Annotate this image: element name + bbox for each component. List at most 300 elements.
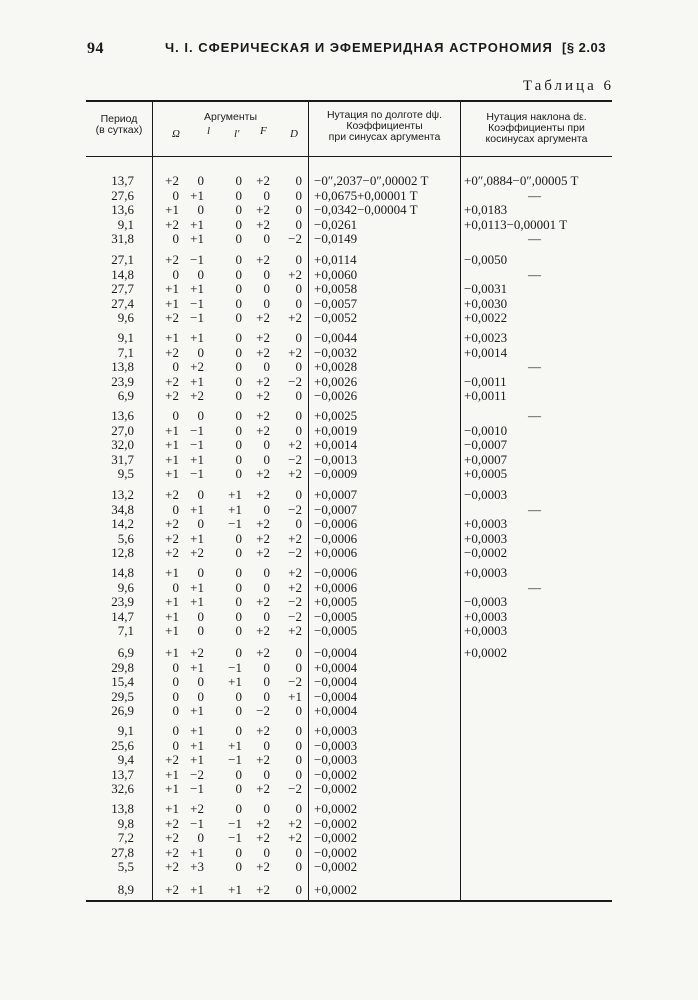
row-group bbox=[86, 253, 612, 326]
period-cell: 13,2 bbox=[111, 487, 134, 502]
nutation-longitude-header bbox=[309, 110, 460, 143]
argument-cell: 0 bbox=[263, 608, 270, 624]
table-row bbox=[86, 532, 612, 547]
nutation-longitude-cell: −0,0006 bbox=[314, 530, 358, 546]
argument-cell: 0 bbox=[235, 231, 242, 246]
argument-cell: 0 bbox=[235, 281, 242, 296]
table-row bbox=[86, 846, 612, 861]
argument-cell: −2 bbox=[288, 608, 302, 624]
argument-cell: 0 bbox=[295, 487, 302, 502]
argument-cell: +2 bbox=[288, 344, 302, 360]
argument-cell: 0 bbox=[295, 295, 302, 311]
period-cell: 27,4 bbox=[111, 295, 134, 311]
period-cell: 25,6 bbox=[111, 737, 134, 753]
argument-cell: +2 bbox=[288, 266, 302, 282]
argument-cell: +2 bbox=[165, 859, 179, 874]
nutation-obliquity-cell: +0,0014 bbox=[464, 344, 508, 360]
section-reference: [§ 2.03 bbox=[562, 40, 606, 55]
argument-cell: 0 bbox=[295, 703, 302, 718]
nutation-longitude-cell: −0,0007 bbox=[314, 501, 358, 517]
period-cell: 32,0 bbox=[111, 437, 134, 452]
period-cell: 12,8 bbox=[111, 545, 134, 560]
argument-cell: 0 bbox=[172, 408, 179, 423]
period-cell: 31,7 bbox=[111, 451, 134, 467]
argument-cell: 0 bbox=[263, 231, 270, 246]
argument-cell: +2 bbox=[256, 752, 270, 767]
argument-cell: 0 bbox=[263, 766, 270, 782]
argument-cell: +2 bbox=[256, 422, 270, 438]
argument-cell: +1 bbox=[190, 330, 204, 345]
argument-cell: +1 bbox=[190, 216, 204, 232]
period-header-line: (в сутках) bbox=[95, 124, 143, 136]
argument-cell: 0 bbox=[295, 723, 302, 738]
table-row bbox=[86, 802, 612, 817]
period-cell: 14,8 bbox=[111, 266, 134, 282]
argument-cell: 0 bbox=[235, 344, 242, 360]
argument-cell: +2 bbox=[256, 723, 270, 738]
period-cell: 32,6 bbox=[111, 781, 134, 796]
argument-cell: 0 bbox=[197, 344, 204, 360]
argument-cell: 0 bbox=[235, 437, 242, 452]
argument-cell: 0 bbox=[235, 565, 242, 580]
table-row bbox=[86, 646, 612, 661]
argument-cell: +2 bbox=[165, 545, 179, 560]
argument-cell: 0 bbox=[263, 801, 270, 816]
table-row bbox=[86, 467, 612, 482]
argument-cell: −2 bbox=[288, 674, 302, 689]
argument-cell: +2 bbox=[190, 645, 204, 660]
argument-cell: 0 bbox=[235, 202, 242, 217]
period-cell: 9,4 bbox=[117, 752, 134, 767]
argument-cell: +2 bbox=[256, 530, 270, 546]
argument-cell: −1 bbox=[228, 830, 242, 845]
nutation-longitude-cell: −0,0026 bbox=[314, 388, 358, 403]
argument-cell: +2 bbox=[256, 645, 270, 660]
argument-cell: 0 bbox=[235, 781, 242, 796]
argument-cell: +1 bbox=[228, 487, 242, 502]
argument-cell: +1 bbox=[165, 781, 179, 796]
period-cell: 13,8 bbox=[111, 801, 134, 816]
table-row bbox=[86, 189, 612, 204]
argument-cell: 0 bbox=[197, 830, 204, 845]
argument-cell: 0 bbox=[235, 844, 242, 860]
argument-cell: 0 bbox=[295, 173, 302, 188]
page-number: 94 bbox=[87, 40, 104, 57]
arg-symbol-l-prime: l' bbox=[234, 128, 240, 140]
argument-cell: 0 bbox=[235, 187, 242, 203]
argument-cell: +2 bbox=[165, 815, 179, 831]
nutation-obliquity-cell: +0″,0884−0″,00005 T bbox=[464, 173, 579, 188]
argument-cell: 0 bbox=[172, 674, 179, 689]
period-cell: 23,9 bbox=[111, 594, 134, 609]
argument-cell: −1 bbox=[190, 437, 204, 452]
argument-cell: 0 bbox=[235, 608, 242, 624]
period-cell: 13,7 bbox=[111, 766, 134, 782]
argument-cell: +1 bbox=[165, 202, 179, 217]
argument-cell: 0 bbox=[295, 281, 302, 296]
argument-cell: +1 bbox=[190, 723, 204, 738]
argument-cell: +2 bbox=[256, 173, 270, 188]
row-group bbox=[86, 724, 612, 797]
argument-cell: +1 bbox=[228, 737, 242, 753]
argument-cell: 0 bbox=[235, 623, 242, 638]
argument-cell: −2 bbox=[288, 594, 302, 609]
period-cell: 14,7 bbox=[111, 608, 134, 624]
argument-cell: +1 bbox=[190, 231, 204, 246]
nutation-longitude-cell: −0,0342−0,00004 T bbox=[314, 202, 418, 217]
period-cell: 14,8 bbox=[111, 565, 134, 580]
argument-cell: −1 bbox=[190, 815, 204, 831]
argument-cell: +1 bbox=[165, 330, 179, 345]
argument-cell: −1 bbox=[228, 516, 242, 531]
nutation-longitude-cell: +0,0004 bbox=[314, 659, 358, 675]
period-cell: 6,9 bbox=[117, 388, 134, 403]
nutation-obliquity-cell: −0,0010 bbox=[464, 422, 508, 438]
period-cell: 27,7 bbox=[111, 281, 134, 296]
argument-cell: +1 bbox=[165, 801, 179, 816]
table-row bbox=[86, 232, 612, 247]
nutation-longitude-cell: +0,0006 bbox=[314, 545, 358, 560]
argument-cell: +1 bbox=[190, 844, 204, 860]
row-group bbox=[86, 566, 612, 639]
argument-cell: 0 bbox=[235, 801, 242, 816]
argument-cell: 0 bbox=[172, 659, 179, 675]
nutation-longitude-cell: −0,0052 bbox=[314, 310, 358, 325]
argument-cell: −2 bbox=[288, 231, 302, 246]
argument-cell: 0 bbox=[235, 466, 242, 481]
nutation-longitude-cell: −0,0006 bbox=[314, 516, 358, 531]
argument-cell: +2 bbox=[256, 859, 270, 874]
nutation-obliquity-cell: −0,0003 bbox=[464, 594, 508, 609]
nutation-longitude-cell: +0,0026 bbox=[314, 373, 358, 389]
argument-cell: +2 bbox=[256, 310, 270, 325]
nutation-longitude-cell: −0,0149 bbox=[314, 231, 358, 246]
nutation-obliquity-cell: +0,0003 bbox=[464, 516, 508, 531]
table-row bbox=[86, 517, 612, 532]
argument-cell: +2 bbox=[165, 252, 179, 267]
period-cell: 7,1 bbox=[117, 623, 134, 638]
argument-cell: +1 bbox=[288, 688, 302, 704]
period-cell: 29,5 bbox=[111, 688, 134, 704]
argument-cell: 0 bbox=[197, 623, 204, 638]
argument-cell: 0 bbox=[295, 388, 302, 403]
arguments-header: Аргументы bbox=[203, 111, 258, 123]
nutation-longitude-cell: −0,0004 bbox=[314, 645, 358, 660]
nutation-obliquity-cell: — bbox=[528, 231, 541, 246]
nutation-obliquity-header-line: Коэффициенты при bbox=[488, 122, 585, 134]
table-row bbox=[86, 831, 612, 846]
nutation-obliquity-cell: −0,0011 bbox=[464, 373, 507, 389]
argument-cell: +1 bbox=[165, 466, 179, 481]
table-row bbox=[86, 346, 612, 361]
nutation-longitude-cell: +0,0004 bbox=[314, 703, 358, 718]
argument-cell: 0 bbox=[235, 703, 242, 718]
table-row bbox=[86, 860, 612, 875]
argument-cell: +1 bbox=[190, 703, 204, 718]
argument-cell: −2 bbox=[288, 501, 302, 517]
period-cell: 13,7 bbox=[111, 173, 134, 188]
nutation-obliquity-cell: +0,0183 bbox=[464, 202, 508, 217]
header-bottom-rule bbox=[86, 156, 612, 157]
argument-cell: +2 bbox=[288, 830, 302, 845]
nutation-obliquity-cell: — bbox=[528, 501, 541, 517]
argument-cell: +1 bbox=[165, 437, 179, 452]
argument-cell: 0 bbox=[295, 252, 302, 267]
period-cell: 13,6 bbox=[111, 408, 134, 423]
argument-cell: +2 bbox=[256, 408, 270, 423]
period-header-line: Период bbox=[100, 113, 138, 125]
argument-cell: +1 bbox=[165, 766, 179, 782]
nutation-obliquity-cell: −0,0007 bbox=[464, 437, 508, 452]
argument-cell: −2 bbox=[288, 781, 302, 796]
argument-cell: +2 bbox=[190, 801, 204, 816]
argument-cell: 0 bbox=[197, 608, 204, 624]
nutation-obliquity-cell: — bbox=[528, 187, 541, 203]
nutation-longitude-cell: −0,0004 bbox=[314, 688, 358, 704]
argument-cell: 0 bbox=[197, 408, 204, 423]
argument-cell: −1 bbox=[228, 659, 242, 675]
argument-cell: 0 bbox=[263, 501, 270, 517]
period-cell: 7,1 bbox=[117, 344, 134, 360]
argument-cell: +2 bbox=[256, 252, 270, 267]
argument-cell: 0 bbox=[172, 703, 179, 718]
table-row bbox=[86, 610, 612, 625]
argument-cell: +1 bbox=[190, 882, 204, 897]
argument-cell: 0 bbox=[235, 359, 242, 374]
nutation-longitude-cell: +0,0058 bbox=[314, 281, 358, 296]
argument-cell: −1 bbox=[228, 815, 242, 831]
period-cell: 9,6 bbox=[117, 579, 134, 595]
nutation-longitude-cell: −0,0002 bbox=[314, 781, 358, 796]
argument-cell: 0 bbox=[235, 451, 242, 467]
table-label: Таблица 6 bbox=[522, 78, 614, 94]
table-row bbox=[86, 546, 612, 561]
argument-cell: 0 bbox=[295, 422, 302, 438]
argument-cell: 0 bbox=[172, 688, 179, 704]
argument-cell: 0 bbox=[197, 266, 204, 282]
argument-cell: 0 bbox=[235, 373, 242, 389]
table-row bbox=[86, 389, 612, 404]
period-cell: 15,4 bbox=[111, 674, 134, 689]
period-cell: 29,8 bbox=[111, 659, 134, 675]
argument-cell: 0 bbox=[295, 359, 302, 374]
argument-cell: +2 bbox=[256, 781, 270, 796]
argument-cell: +2 bbox=[165, 882, 179, 897]
argument-cell: −2 bbox=[256, 703, 270, 718]
argument-cell: 0 bbox=[263, 451, 270, 467]
table-row bbox=[86, 268, 612, 283]
argument-cell: +1 bbox=[228, 882, 242, 897]
running-title: Ч. I. СФЕРИЧЕСКАЯ И ЭФЕМЕРИДНАЯ АСТРОНОМИЯ bbox=[165, 40, 553, 55]
period-cell: 27,1 bbox=[111, 252, 134, 267]
nutation-longitude-cell: +0,0028 bbox=[314, 359, 358, 374]
argument-cell: +2 bbox=[165, 830, 179, 845]
nutation-longitude-header-line: при синусах аргумента bbox=[328, 131, 441, 143]
period-cell: 5,6 bbox=[117, 530, 134, 546]
argument-cell: +2 bbox=[288, 579, 302, 595]
argument-cell: +1 bbox=[190, 281, 204, 296]
nutation-longitude-cell: −0,0002 bbox=[314, 766, 358, 782]
argument-cell: +2 bbox=[256, 487, 270, 502]
argument-cell: +2 bbox=[165, 752, 179, 767]
period-cell: 9,1 bbox=[117, 216, 134, 232]
table-row bbox=[86, 453, 612, 468]
argument-cell: 0 bbox=[235, 422, 242, 438]
argument-cell: −1 bbox=[190, 252, 204, 267]
period-cell: 26,9 bbox=[111, 703, 134, 718]
period-cell: 27,8 bbox=[111, 844, 134, 860]
row-group bbox=[86, 409, 612, 482]
argument-cell: +2 bbox=[288, 466, 302, 481]
argument-cell: +2 bbox=[190, 359, 204, 374]
argument-cell: 0 bbox=[197, 516, 204, 531]
period-cell: 9,1 bbox=[117, 723, 134, 738]
argument-cell: 0 bbox=[235, 645, 242, 660]
argument-cell: 0 bbox=[172, 737, 179, 753]
argument-cell: 0 bbox=[235, 723, 242, 738]
argument-cell: 0 bbox=[295, 202, 302, 217]
nutation-obliquity-cell: −0,0050 bbox=[464, 252, 508, 267]
nutation-obliquity-cell: +0,0023 bbox=[464, 330, 508, 345]
argument-cell: 0 bbox=[172, 579, 179, 595]
argument-cell: 0 bbox=[172, 501, 179, 517]
argument-cell: −1 bbox=[190, 310, 204, 325]
nutation-longitude-cell: +0,0025 bbox=[314, 408, 358, 423]
argument-cell: +2 bbox=[288, 310, 302, 325]
table-row bbox=[86, 297, 612, 312]
argument-cell: 0 bbox=[295, 859, 302, 874]
table-row bbox=[86, 253, 612, 268]
period-cell: 9,5 bbox=[117, 466, 134, 481]
argument-cell: +2 bbox=[288, 565, 302, 580]
nutation-obliquity-cell: +0,0003 bbox=[464, 565, 508, 580]
argument-cell: +3 bbox=[190, 859, 204, 874]
argument-cell: 0 bbox=[172, 231, 179, 246]
argument-cell: +2 bbox=[190, 545, 204, 560]
argument-cell: 0 bbox=[235, 545, 242, 560]
period-cell: 27,0 bbox=[111, 422, 134, 438]
argument-cell: 0 bbox=[295, 737, 302, 753]
argument-cell: +1 bbox=[190, 752, 204, 767]
argument-cell: −1 bbox=[190, 422, 204, 438]
nutation-longitude-cell: −0,0003 bbox=[314, 737, 358, 753]
nutation-obliquity-cell: −0,0002 bbox=[464, 545, 508, 560]
argument-cell: 0 bbox=[235, 408, 242, 423]
argument-cell: 0 bbox=[235, 173, 242, 188]
argument-cell: 0 bbox=[263, 674, 270, 689]
argument-cell: +2 bbox=[288, 815, 302, 831]
argument-cell: 0 bbox=[235, 859, 242, 874]
period-cell: 5,5 bbox=[117, 859, 134, 874]
argument-cell: +2 bbox=[165, 310, 179, 325]
argument-cell: 0 bbox=[197, 487, 204, 502]
nutation-longitude-cell: +0,0005 bbox=[314, 594, 358, 609]
nutation-obliquity-cell: +0,0003 bbox=[464, 608, 508, 624]
period-cell: 27,6 bbox=[111, 187, 134, 203]
argument-cell: 0 bbox=[263, 187, 270, 203]
argument-cell: +2 bbox=[256, 623, 270, 638]
argument-cell: 0 bbox=[235, 579, 242, 595]
argument-cell: 0 bbox=[235, 295, 242, 311]
table-row bbox=[86, 424, 612, 439]
argument-cell: 0 bbox=[172, 266, 179, 282]
period-cell: 23,9 bbox=[111, 373, 134, 389]
nutation-longitude-cell: +0,0114 bbox=[314, 252, 357, 267]
argument-cell: 0 bbox=[295, 645, 302, 660]
period-cell: 9,6 bbox=[117, 310, 134, 325]
nutation-obliquity-cell: +0,0022 bbox=[464, 310, 508, 325]
nutation-longitude-cell: +0,0003 bbox=[314, 723, 358, 738]
argument-cell: +1 bbox=[165, 565, 179, 580]
argument-cell: 0 bbox=[172, 359, 179, 374]
nutation-longitude-cell: −0,0004 bbox=[314, 674, 358, 689]
table-row bbox=[86, 675, 612, 690]
nutation-obliquity-cell: — bbox=[528, 359, 541, 374]
argument-cell: 0 bbox=[295, 516, 302, 531]
argument-cell: 0 bbox=[263, 359, 270, 374]
argument-cell: 0 bbox=[197, 674, 204, 689]
nutation-obliquity-cell: +0,0005 bbox=[464, 466, 508, 481]
argument-cell: +1 bbox=[190, 187, 204, 203]
argument-cell: −2 bbox=[288, 451, 302, 467]
argument-cell: −1 bbox=[228, 752, 242, 767]
argument-cell: +2 bbox=[256, 216, 270, 232]
argument-cell: 0 bbox=[263, 737, 270, 753]
nutation-longitude-cell: +0,0060 bbox=[314, 266, 358, 282]
argument-cell: +2 bbox=[165, 173, 179, 188]
argument-cell: +1 bbox=[190, 579, 204, 595]
argument-cell: +1 bbox=[165, 451, 179, 467]
argument-cell: +2 bbox=[165, 344, 179, 360]
argument-cell: 0 bbox=[295, 752, 302, 767]
nutation-obliquity-cell: +0,0003 bbox=[464, 530, 508, 546]
nutation-obliquity-cell: — bbox=[528, 266, 541, 282]
argument-cell: +2 bbox=[256, 344, 270, 360]
nutation-longitude-cell: −0,0006 bbox=[314, 565, 358, 580]
argument-cell: +1 bbox=[190, 451, 204, 467]
nutation-longitude-header-line: Коэффициенты bbox=[346, 120, 423, 132]
argument-cell: 0 bbox=[295, 844, 302, 860]
argument-cell: +2 bbox=[256, 830, 270, 845]
table-row bbox=[86, 409, 612, 424]
argument-cell: +2 bbox=[256, 373, 270, 389]
table-row bbox=[86, 724, 612, 739]
argument-cell: +2 bbox=[165, 216, 179, 232]
period-cell: 31,8 bbox=[111, 231, 134, 246]
nutation-obliquity-cell: +0,0030 bbox=[464, 295, 508, 311]
argument-cell: +2 bbox=[288, 437, 302, 452]
nutation-table bbox=[86, 100, 612, 902]
table-row bbox=[86, 581, 612, 596]
table-row bbox=[86, 360, 612, 375]
table-row bbox=[86, 753, 612, 768]
nutation-obliquity-header bbox=[461, 112, 612, 145]
argument-cell: −1 bbox=[190, 295, 204, 311]
argument-cell: +2 bbox=[256, 594, 270, 609]
nutation-longitude-cell: −0,0261 bbox=[314, 216, 358, 232]
argument-cell: +1 bbox=[190, 594, 204, 609]
table-row bbox=[86, 566, 612, 581]
nutation-obliquity-cell: — bbox=[528, 408, 541, 423]
argument-cell: 0 bbox=[197, 202, 204, 217]
nutation-longitude-cell: −0,0013 bbox=[314, 451, 358, 467]
argument-cell: 0 bbox=[235, 266, 242, 282]
period-cell: 34,8 bbox=[111, 501, 134, 517]
arg-symbol-f: F bbox=[260, 125, 267, 137]
argument-cell: 0 bbox=[263, 688, 270, 704]
row-group bbox=[86, 174, 612, 247]
argument-cell: −2 bbox=[288, 373, 302, 389]
